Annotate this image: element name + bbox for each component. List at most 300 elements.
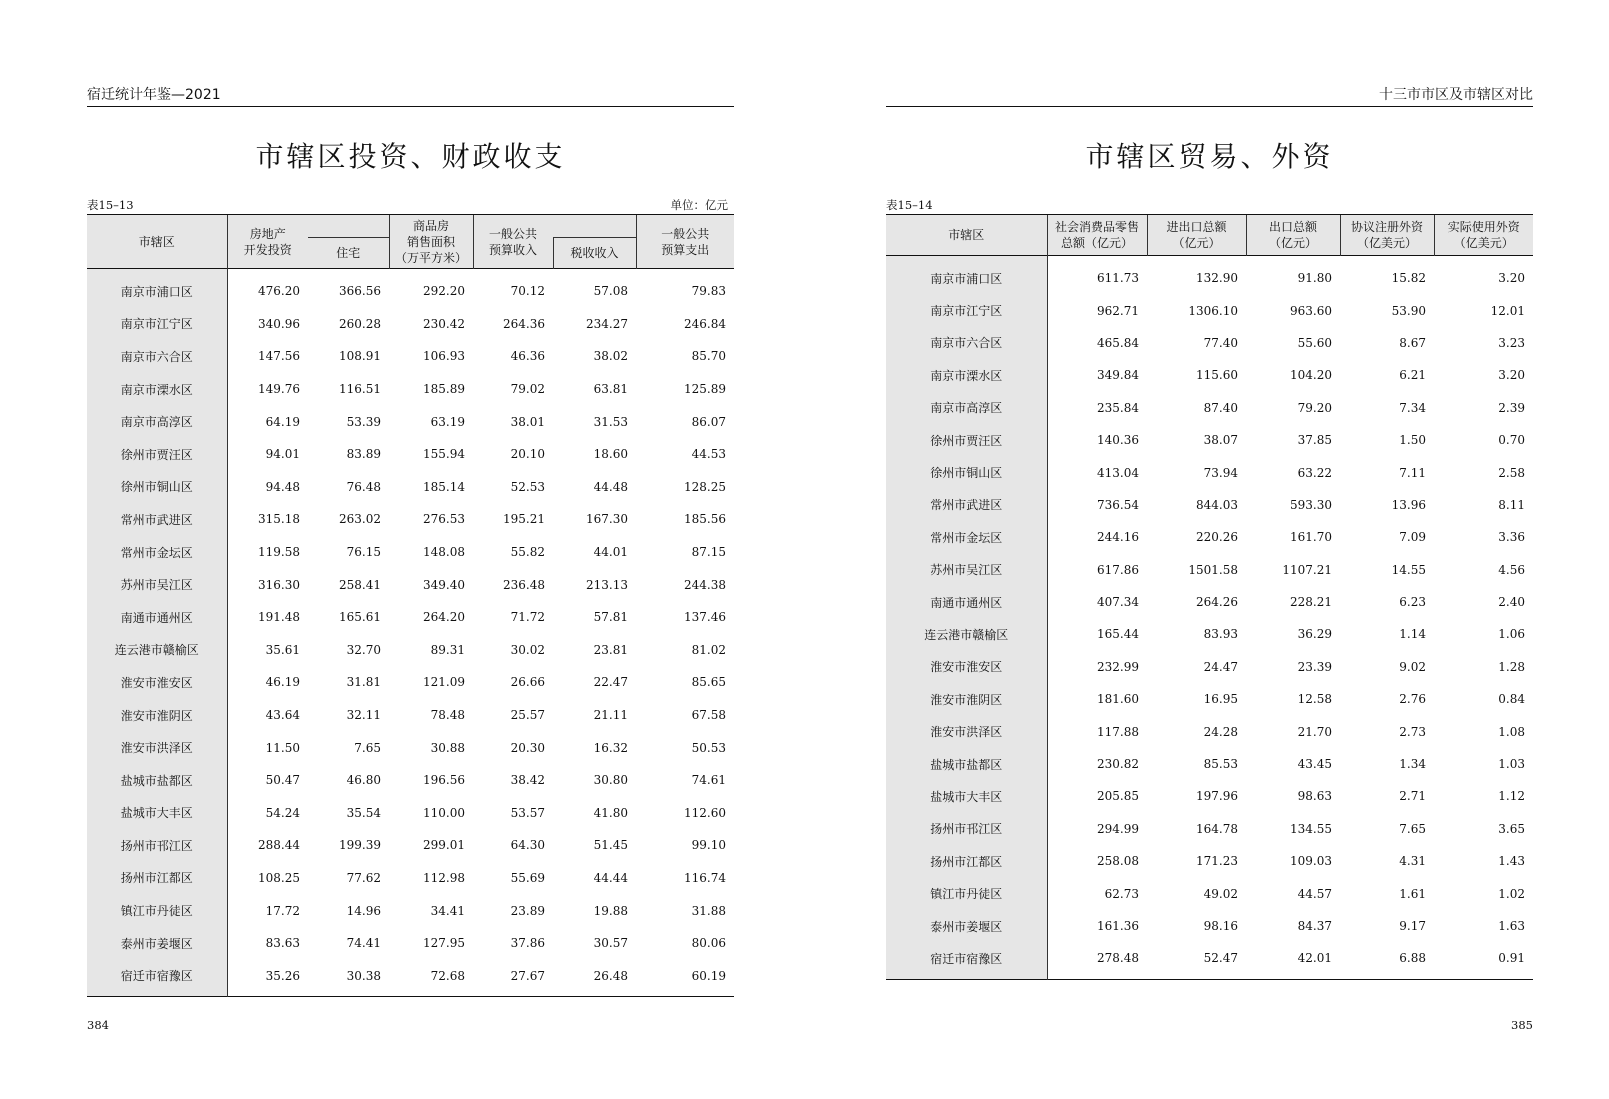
row-value: 7.11 [1399, 465, 1426, 480]
row-value: 244.16 [1097, 530, 1139, 545]
row-value: 53.90 [1391, 303, 1426, 318]
row-value: 844.03 [1196, 497, 1238, 512]
row-value: 32.70 [346, 642, 381, 657]
row-value: 37.85 [1297, 433, 1332, 448]
row-value: 191.48 [258, 610, 300, 625]
row-value: 413.04 [1097, 465, 1139, 480]
row-value: 0.70 [1498, 433, 1525, 448]
row-value: 1.43 [1498, 854, 1525, 869]
row-value: 117.88 [1097, 724, 1139, 739]
row-value: 99.10 [691, 838, 726, 853]
row-value: 35.54 [346, 805, 381, 820]
row-value: 476.20 [258, 284, 300, 299]
row-value: 2.58 [1498, 465, 1525, 480]
row-value: 9.17 [1399, 919, 1426, 933]
row-value: 11.50 [265, 740, 300, 755]
row-value: 38.42 [510, 773, 545, 788]
row-area-name: 盐城市大丰区 [87, 797, 227, 830]
header-re-invest: 房地产 开发投资 [227, 215, 308, 269]
row-value: 83.63 [265, 936, 300, 951]
row-value: 230.82 [1097, 757, 1139, 772]
row-value: 299.01 [423, 838, 465, 853]
row-value: 465.84 [1097, 335, 1139, 350]
row-value: 24.28 [1203, 724, 1238, 739]
table-row [87, 405, 734, 438]
row-value: 43.45 [1297, 757, 1332, 772]
row-value: 36.29 [1297, 627, 1332, 642]
row-value: 26.66 [510, 675, 545, 690]
row-area-name: 南京市高淳区 [87, 405, 227, 438]
row-area-name: 盐城市大丰区 [886, 780, 1047, 812]
row-value: 55.69 [510, 870, 545, 885]
header-revenue: 一般公共 预算收入 [473, 215, 553, 269]
row-value: 349.40 [423, 577, 465, 592]
table-row [886, 294, 1533, 326]
row-value: 148.08 [423, 545, 465, 560]
running-head-text: 宿迁统计年鉴—2021 [87, 87, 221, 103]
row-value: 315.18 [258, 512, 300, 527]
row-value: 230.42 [423, 316, 465, 331]
row-value: 12.58 [1297, 692, 1332, 707]
row-value: 50.53 [691, 740, 726, 755]
table-row [87, 269, 734, 308]
row-value: 89.31 [430, 642, 465, 657]
row-area-name: 南京市溧水区 [886, 359, 1047, 391]
row-value: 264.36 [503, 316, 545, 331]
row-value: 213.13 [586, 577, 628, 592]
row-area-name: 南京市六合区 [886, 327, 1047, 359]
row-value: 137.46 [684, 610, 726, 625]
right-table-body [886, 256, 1533, 980]
row-value: 181.60 [1097, 692, 1139, 707]
row-value: 3.20 [1498, 271, 1525, 286]
row-value: 21.70 [1297, 724, 1332, 739]
row-value: 57.08 [593, 284, 628, 299]
row-area-name: 苏州市吴江区 [87, 568, 227, 601]
row-value: 127.95 [423, 936, 465, 951]
row-value: 276.53 [423, 512, 465, 527]
row-area-name: 南京市六合区 [87, 340, 227, 373]
table-row [87, 862, 734, 895]
row-value: 46.19 [265, 675, 300, 690]
row-area-name: 淮安市洪泽区 [886, 715, 1047, 747]
table-row [87, 927, 734, 960]
row-value: 2.76 [1399, 692, 1426, 707]
table-row [886, 845, 1533, 877]
row-value: 115.60 [1196, 368, 1238, 383]
row-area-name: 淮安市淮阴区 [87, 699, 227, 732]
row-value: 9.02 [1399, 659, 1426, 674]
row-value: 84.37 [1297, 919, 1332, 933]
table-row [87, 438, 734, 471]
row-value: 87.40 [1203, 400, 1238, 415]
row-value: 407.34 [1097, 595, 1139, 610]
row-value: 37.86 [510, 936, 545, 951]
row-value: 185.56 [684, 512, 726, 527]
row-value: 35.26 [265, 968, 300, 983]
row-area-name: 常州市金坛区 [87, 536, 227, 569]
row-value: 44.01 [593, 545, 628, 560]
table-row [886, 813, 1533, 845]
row-value: 44.44 [593, 870, 628, 885]
row-value: 104.20 [1290, 368, 1332, 383]
row-value: 3.36 [1498, 530, 1525, 545]
page-number: 384 [87, 1018, 109, 1032]
row-value: 617.86 [1097, 562, 1139, 577]
row-value: 1.50 [1399, 433, 1426, 448]
row-value: 197.96 [1196, 789, 1238, 804]
row-value: 44.53 [691, 447, 726, 462]
table-row [87, 829, 734, 862]
row-value: 98.16 [1203, 919, 1238, 933]
header-housing: 住宅 [308, 238, 389, 269]
row-value: 12.01 [1490, 303, 1525, 318]
row-value: 235.84 [1097, 400, 1139, 415]
row-value: 63.22 [1297, 465, 1332, 480]
row-value: 128.25 [684, 479, 726, 494]
row-value: 1.12 [1498, 789, 1525, 804]
row-value: 71.72 [510, 610, 545, 625]
row-value: 1.63 [1498, 919, 1525, 933]
row-value: 79.83 [691, 284, 726, 299]
row-value: 112.60 [684, 805, 726, 820]
row-value: 263.02 [339, 512, 381, 527]
header-sales-area: 商品房 销售面积 （万平方米） [389, 215, 473, 269]
row-value: 1306.10 [1188, 303, 1238, 318]
row-value: 53.57 [510, 805, 545, 820]
row-value: 49.02 [1203, 886, 1238, 901]
row-value: 155.94 [423, 447, 465, 462]
row-value: 21.11 [593, 708, 628, 723]
page-title: 市辖区贸易、外资 [1085, 140, 1334, 173]
row-area-name: 常州市金坛区 [886, 521, 1047, 553]
header-export: 出口总额 （亿元） [1246, 215, 1340, 256]
row-value: 2.71 [1399, 789, 1426, 804]
row-value: 593.30 [1290, 497, 1332, 512]
row-value: 134.55 [1290, 821, 1332, 836]
row-value: 76.15 [346, 545, 381, 560]
row-value: 62.73 [1104, 886, 1139, 901]
row-value: 109.03 [1290, 854, 1332, 869]
row-value: 85.65 [691, 675, 726, 690]
row-value: 7.34 [1399, 400, 1426, 415]
row-value: 20.10 [510, 447, 545, 462]
row-value: 121.09 [423, 675, 465, 690]
row-value: 1.02 [1498, 886, 1525, 901]
row-value: 185.89 [423, 382, 465, 397]
row-value: 1501.58 [1188, 562, 1238, 577]
row-value: 25.57 [510, 708, 545, 723]
header-re-invest-spacer [308, 215, 389, 238]
row-value: 54.24 [265, 805, 300, 820]
header-fdi-actual: 实际使用外资 （亿美元） [1434, 215, 1533, 256]
table-row [886, 521, 1533, 553]
row-area-name: 淮安市淮安区 [886, 651, 1047, 683]
row-value: 3.20 [1498, 368, 1525, 383]
table-row [886, 780, 1533, 812]
row-value: 50.47 [265, 773, 300, 788]
row-value: 7.09 [1399, 530, 1426, 545]
row-area-name: 镇江市丹徒区 [87, 894, 227, 927]
row-area-name: 淮安市淮安区 [87, 666, 227, 699]
row-value: 86.07 [691, 414, 726, 429]
row-value: 30.80 [593, 773, 628, 788]
row-value: 74.41 [346, 936, 381, 951]
row-area-name: 苏州市吴江区 [886, 554, 1047, 586]
left-page [87, 0, 734, 1099]
table-row [886, 683, 1533, 715]
row-value: 6.23 [1399, 595, 1426, 610]
row-value: 79.20 [1297, 400, 1332, 415]
row-value: 6.21 [1399, 368, 1426, 383]
row-value: 4.31 [1399, 854, 1426, 869]
row-value: 55.60 [1297, 335, 1332, 350]
row-value: 125.89 [684, 382, 726, 397]
row-value: 8.11 [1498, 497, 1525, 512]
row-value: 116.51 [339, 382, 381, 397]
row-value: 31.81 [346, 675, 381, 690]
row-value: 196.56 [423, 773, 465, 788]
row-value: 83.93 [1203, 627, 1238, 642]
row-value: 963.60 [1290, 303, 1332, 318]
row-area-name: 镇江市丹徒区 [886, 877, 1047, 909]
table-row [87, 503, 734, 536]
table-row [87, 666, 734, 699]
header-trade: 进出口总额 （亿元） [1147, 215, 1246, 256]
row-value: 2.73 [1399, 724, 1426, 739]
running-head [886, 86, 1533, 107]
table-row [87, 797, 734, 830]
row-value: 278.48 [1097, 951, 1139, 966]
row-value: 83.89 [346, 447, 381, 462]
row-value: 44.48 [593, 479, 628, 494]
row-area-name: 泰州市姜堰区 [886, 910, 1047, 942]
row-value: 42.01 [1297, 951, 1332, 966]
header-retail: 社会消费品零售 总额（亿元） [1047, 215, 1147, 256]
row-value: 340.96 [258, 316, 300, 331]
row-area-name: 徐州市铜山区 [87, 471, 227, 504]
row-value: 64.30 [510, 838, 545, 853]
row-value: 246.84 [684, 316, 726, 331]
table-row [886, 618, 1533, 650]
row-value: 17.72 [265, 903, 300, 918]
row-area-name: 南京市浦口区 [87, 269, 227, 308]
running-head [87, 86, 734, 107]
row-area-name: 泰州市姜堰区 [87, 927, 227, 960]
row-value: 67.58 [691, 708, 726, 723]
row-value: 611.73 [1097, 271, 1139, 286]
row-value: 147.56 [258, 349, 300, 364]
table-meta [886, 197, 1533, 213]
row-value: 63.81 [593, 382, 628, 397]
left-table-body [87, 269, 734, 997]
row-value: 38.07 [1203, 433, 1238, 448]
row-value: 19.88 [593, 903, 628, 918]
row-value: 22.47 [593, 675, 628, 690]
row-value: 85.70 [691, 349, 726, 364]
row-value: 18.60 [593, 447, 628, 462]
row-area-name: 连云港市赣榆区 [886, 618, 1047, 650]
row-value: 72.68 [430, 968, 465, 983]
row-area-name: 南通市通州区 [87, 601, 227, 634]
row-value: 76.48 [346, 479, 381, 494]
row-value: 116.74 [684, 870, 726, 885]
row-value: 91.80 [1297, 271, 1332, 286]
row-value: 1.28 [1498, 659, 1525, 674]
row-value: 195.21 [503, 512, 545, 527]
table-row [87, 373, 734, 406]
row-value: 8.67 [1399, 335, 1426, 350]
table-number: 表15–13 [87, 198, 134, 212]
row-value: 165.61 [339, 610, 381, 625]
row-value: 149.76 [258, 382, 300, 397]
row-value: 30.02 [510, 642, 545, 657]
row-value: 171.23 [1196, 854, 1238, 869]
row-area-name: 盐城市盐都区 [87, 764, 227, 797]
row-value: 1.14 [1399, 627, 1426, 642]
table-row [886, 715, 1533, 747]
row-area-name: 南京市江宁区 [886, 294, 1047, 326]
table-unit: 单位：亿元 [670, 198, 728, 212]
row-value: 81.02 [691, 642, 726, 657]
row-value: 27.67 [510, 968, 545, 983]
row-value: 1.03 [1498, 757, 1525, 772]
row-area-name: 常州市武进区 [87, 503, 227, 536]
row-value: 185.14 [423, 479, 465, 494]
table-row [87, 699, 734, 732]
row-area-name: 淮安市洪泽区 [87, 731, 227, 764]
row-area-name: 扬州市江都区 [87, 862, 227, 895]
row-value: 23.89 [510, 903, 545, 918]
table-row [87, 634, 734, 667]
page-number: 385 [1511, 1018, 1533, 1032]
row-area-name: 南通市通州区 [886, 586, 1047, 618]
table-row [886, 586, 1533, 618]
table-row [87, 340, 734, 373]
row-value: 63.19 [430, 414, 465, 429]
table-row [886, 651, 1533, 683]
row-value: 79.02 [510, 382, 545, 397]
table-row [87, 601, 734, 634]
row-value: 77.62 [346, 870, 381, 885]
row-value: 23.81 [593, 642, 628, 657]
row-value: 294.99 [1097, 821, 1139, 836]
header-expenditure: 一般公共 预算支出 [636, 215, 734, 269]
row-value: 73.94 [1203, 465, 1238, 480]
table-row [87, 959, 734, 996]
row-value: 64.19 [265, 414, 300, 429]
row-area-name: 淮安市淮阴区 [886, 683, 1047, 715]
row-value: 44.57 [1297, 886, 1332, 901]
table-row [886, 424, 1533, 456]
row-value: 1107.21 [1282, 562, 1332, 577]
row-value: 55.82 [510, 545, 545, 560]
row-value: 3.23 [1498, 335, 1525, 350]
table-row [886, 910, 1533, 942]
row-area-name: 连云港市赣榆区 [87, 634, 227, 667]
row-value: 7.65 [1399, 821, 1426, 836]
row-value: 53.39 [346, 414, 381, 429]
row-value: 94.48 [265, 479, 300, 494]
table-row [87, 568, 734, 601]
row-value: 70.12 [510, 284, 545, 299]
row-area-name: 徐州市贾汪区 [886, 424, 1047, 456]
row-value: 38.02 [593, 349, 628, 364]
row-value: 60.19 [691, 968, 726, 983]
row-value: 23.39 [1297, 659, 1332, 674]
row-value: 85.53 [1203, 757, 1238, 772]
row-value: 108.91 [339, 349, 381, 364]
row-value: 292.20 [423, 284, 465, 299]
table-row [87, 471, 734, 504]
row-value: 3.65 [1498, 821, 1525, 836]
row-value: 110.00 [423, 805, 465, 820]
table-row [886, 877, 1533, 909]
table-row [886, 359, 1533, 391]
header-fdi-contract: 协议注册外资 （亿美元） [1340, 215, 1434, 256]
row-value: 30.57 [593, 936, 628, 951]
row-value: 236.48 [503, 577, 545, 592]
row-value: 74.61 [691, 773, 726, 788]
row-value: 77.40 [1203, 335, 1238, 350]
trade-foreign-investment-table [886, 214, 1533, 980]
row-value: 14.96 [346, 903, 381, 918]
row-value: 1.08 [1498, 724, 1525, 739]
row-value: 244.38 [684, 577, 726, 592]
row-value: 16.95 [1203, 692, 1238, 707]
table-row [886, 489, 1533, 521]
table-row [886, 554, 1533, 586]
row-value: 349.84 [1097, 368, 1139, 383]
row-value: 108.25 [258, 870, 300, 885]
row-value: 164.78 [1196, 821, 1238, 836]
table-row [886, 456, 1533, 488]
row-value: 260.28 [339, 316, 381, 331]
table-row [886, 748, 1533, 780]
row-value: 264.20 [423, 610, 465, 625]
row-value: 2.39 [1498, 400, 1525, 415]
row-value: 7.65 [354, 740, 381, 755]
row-value: 30.38 [346, 968, 381, 983]
row-value: 78.48 [430, 708, 465, 723]
row-value: 13.96 [1391, 497, 1426, 512]
table-number: 表15–14 [886, 198, 933, 212]
row-value: 165.44 [1097, 627, 1139, 642]
row-value: 316.30 [258, 577, 300, 592]
row-value: 30.88 [430, 740, 465, 755]
row-value: 31.88 [691, 903, 726, 918]
table-row [886, 392, 1533, 424]
row-value: 140.36 [1097, 433, 1139, 448]
row-value: 2.40 [1498, 595, 1525, 610]
table-row [886, 327, 1533, 359]
row-value: 1.06 [1498, 627, 1525, 642]
row-value: 0.84 [1498, 692, 1525, 707]
row-value: 43.64 [265, 708, 300, 723]
row-area-name: 南京市江宁区 [87, 308, 227, 341]
table-row [886, 942, 1533, 979]
row-value: 234.27 [586, 316, 628, 331]
row-value: 264.26 [1196, 595, 1238, 610]
row-value: 1.61 [1399, 886, 1426, 901]
row-area-name: 宿迁市宿豫区 [886, 942, 1047, 979]
row-area-name: 常州市武进区 [886, 489, 1047, 521]
row-area-name: 徐州市铜山区 [886, 456, 1047, 488]
row-value: 119.58 [258, 545, 300, 560]
row-value: 4.56 [1498, 562, 1525, 577]
row-value: 46.36 [510, 349, 545, 364]
row-value: 52.47 [1203, 951, 1238, 966]
